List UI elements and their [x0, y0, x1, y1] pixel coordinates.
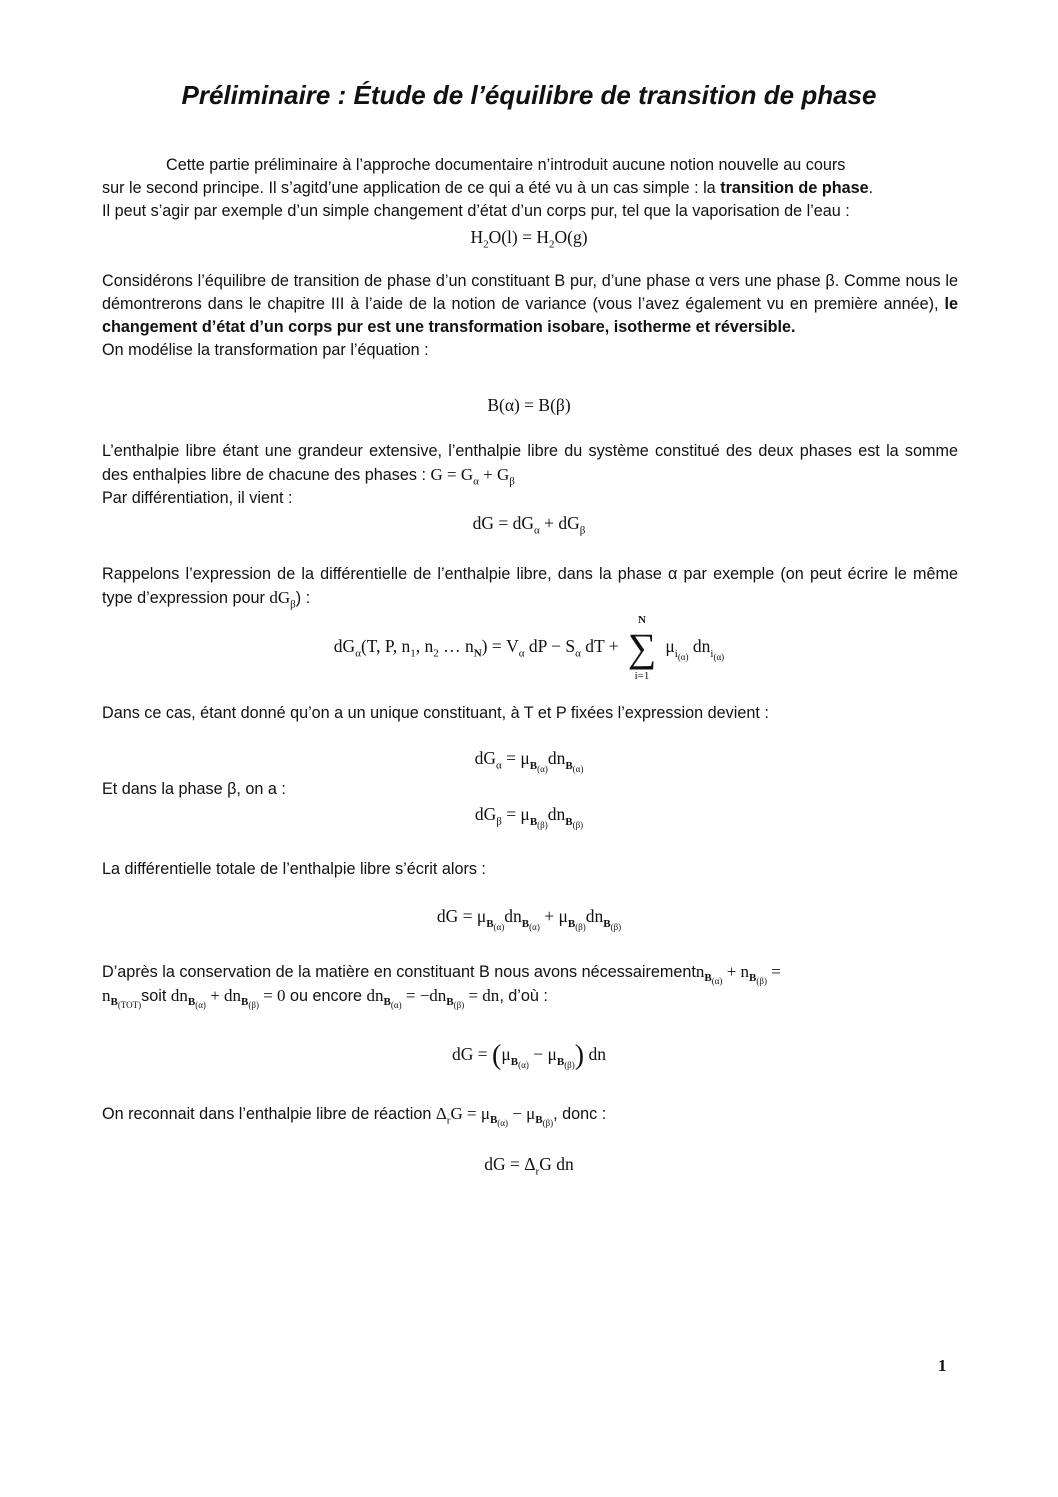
equation-dg-mu-difference: dG = $(\mu_{B_{(\alpha)}} - \mu_{B_{(\beta)}})$ dn	[452, 1040, 606, 1071]
formula-g-sum: $G = G_\alpha + G_\beta$	[430, 465, 515, 488]
equation-dg-final: dG = $\Delta_rG$ dn	[484, 1154, 574, 1178]
paragraph-conservation	[102, 960, 958, 1011]
equation-model: B(α) = B(β)	[487, 395, 571, 415]
equation-water: $H_2O(l) = H_2O(g)$	[470, 227, 588, 251]
intro-paragraph	[102, 154, 958, 223]
paragraph-total-differential: La différentielle totale de l’enthalpie libre s’écrit alors :	[102, 860, 486, 878]
equation-dg-sum: dG = $dG_\alpha + dG_\beta$	[472, 513, 586, 537]
conservation-ou: ou encore	[285, 987, 367, 1005]
paragraph-beta-phase: Et dans la phase β, on a :	[102, 780, 286, 798]
paragraph-extensive	[102, 440, 958, 510]
differential-text: Rappelons l’expression de la différentielle de l’enthalpie libre, dans la phase α par exemple (on peut écrire le même type d’expression pour	[102, 565, 958, 607]
formula-n-total: $n_{B_{(TOT)}}$	[102, 986, 142, 1011]
formula-delta-r-g: $\Delta_rG = \mu_{B_{(\alpha)}} - \mu_{B_{(\beta)}}$	[435, 1104, 554, 1129]
paragraph-differential	[102, 563, 958, 610]
equation-dg-alpha: $dG_\alpha = \mu_{B_{(\alpha)}}dn_{B_{(\alpha)}}$	[474, 748, 584, 774]
reaction-enthalpy-text: On reconnait dans l’enthalpie libre de réaction	[102, 1105, 436, 1123]
intro-line-3: Il peut s’agir par exemple d’un simple changement d’état d’un corps pur, tel que la vaporisation de l’eau :	[102, 202, 850, 220]
equation-dg-total: dG = $\mu_{B_{(\alpha)}}dn_{B_{(\alpha)}} + \mu_{B_{(\beta)}}dn_{B_{(\beta)}}$	[436, 906, 622, 932]
conservation-soit: soit	[141, 987, 171, 1005]
equilibrium-text: Considérons l’équilibre de transition de phase d’un constituant B pur, d’une phase α vers une phase β. Comme nous le démontrerons dans le chapitre III à l’aide de la notion de variance (vous l’avez également vu en première année),	[102, 272, 958, 313]
differential-text-end: ) :	[295, 589, 311, 607]
conservation-end: , d’où :	[499, 987, 548, 1005]
extensive-text: L’enthalpie libre étant une grandeur extensive, l’enthalpie libre du système constitué des deux phases est la somme des enthalpies libre de chacune des phases :	[102, 442, 958, 484]
summation-symbol: N ∑ i=1	[627, 614, 657, 682]
intro-line-2: sur le second principe. Il s’agitd’une application de ce qui a été vu à un cas simple : la	[102, 179, 721, 197]
formula-dg-beta: $dG_\beta$	[269, 588, 296, 611]
conservation-text: D’après la conservation de la matière en constituant B nous avons nécessairement	[102, 963, 696, 981]
equilibrium-bold-statement: le changement d’état d’un corps pur est une transformation isobare, isotherme et réversible.	[102, 295, 958, 336]
formula-n-sum: $n_{B_{(\alpha)}} + n_{B_{(\beta)}}$ =	[695, 962, 781, 987]
paragraph-equilibrium	[102, 270, 958, 362]
paragraph-reaction-enthalpy	[102, 1102, 958, 1129]
formula-dn-equal: $dn_{B_{(\alpha)}} = -dn_{B_{(\beta)}}$ = dn	[366, 986, 500, 1011]
equation-dg-beta: $dG_\beta = \mu_{B_{(\beta)}}dn_{B_{(\beta)}}$	[474, 804, 584, 830]
page-number: 1	[938, 1356, 947, 1375]
reaction-enthalpy-end: , donc :	[553, 1105, 607, 1123]
equation-dg-alpha-general: $dG_\alpha(T$, P, $n_1$, $n_2$ … $n_N) = V_\alpha$ dP − $S_\alpha$ dT + N ∑ i=1 $\mu_{i_{(\alpha)}}$ $dn_{i_{(\alpha)}}$	[333, 614, 725, 682]
model-line: On modélise la transformation par l’équation :	[102, 341, 429, 359]
intro-bold-term: transition de phase	[720, 179, 869, 197]
differentiation-line: Par différentiation, il vient :	[102, 489, 293, 507]
paragraph-single-constituent: Dans ce cas, étant donné qu’on a un unique constituant, à T et P fixées l’expression devient :	[102, 704, 769, 722]
page-title: Préliminaire : Étude de l’équilibre de transition de phase	[181, 80, 877, 110]
intro-line-1: Cette partie préliminaire à l’approche documentaire n’introduit aucune notion nouvelle au cours	[166, 156, 846, 174]
formula-dn-zero: $dn_{B_{(\alpha)}} + dn_{B_{(\beta)}} = 0$	[170, 986, 286, 1011]
intro-line-2-end: .	[868, 179, 874, 197]
